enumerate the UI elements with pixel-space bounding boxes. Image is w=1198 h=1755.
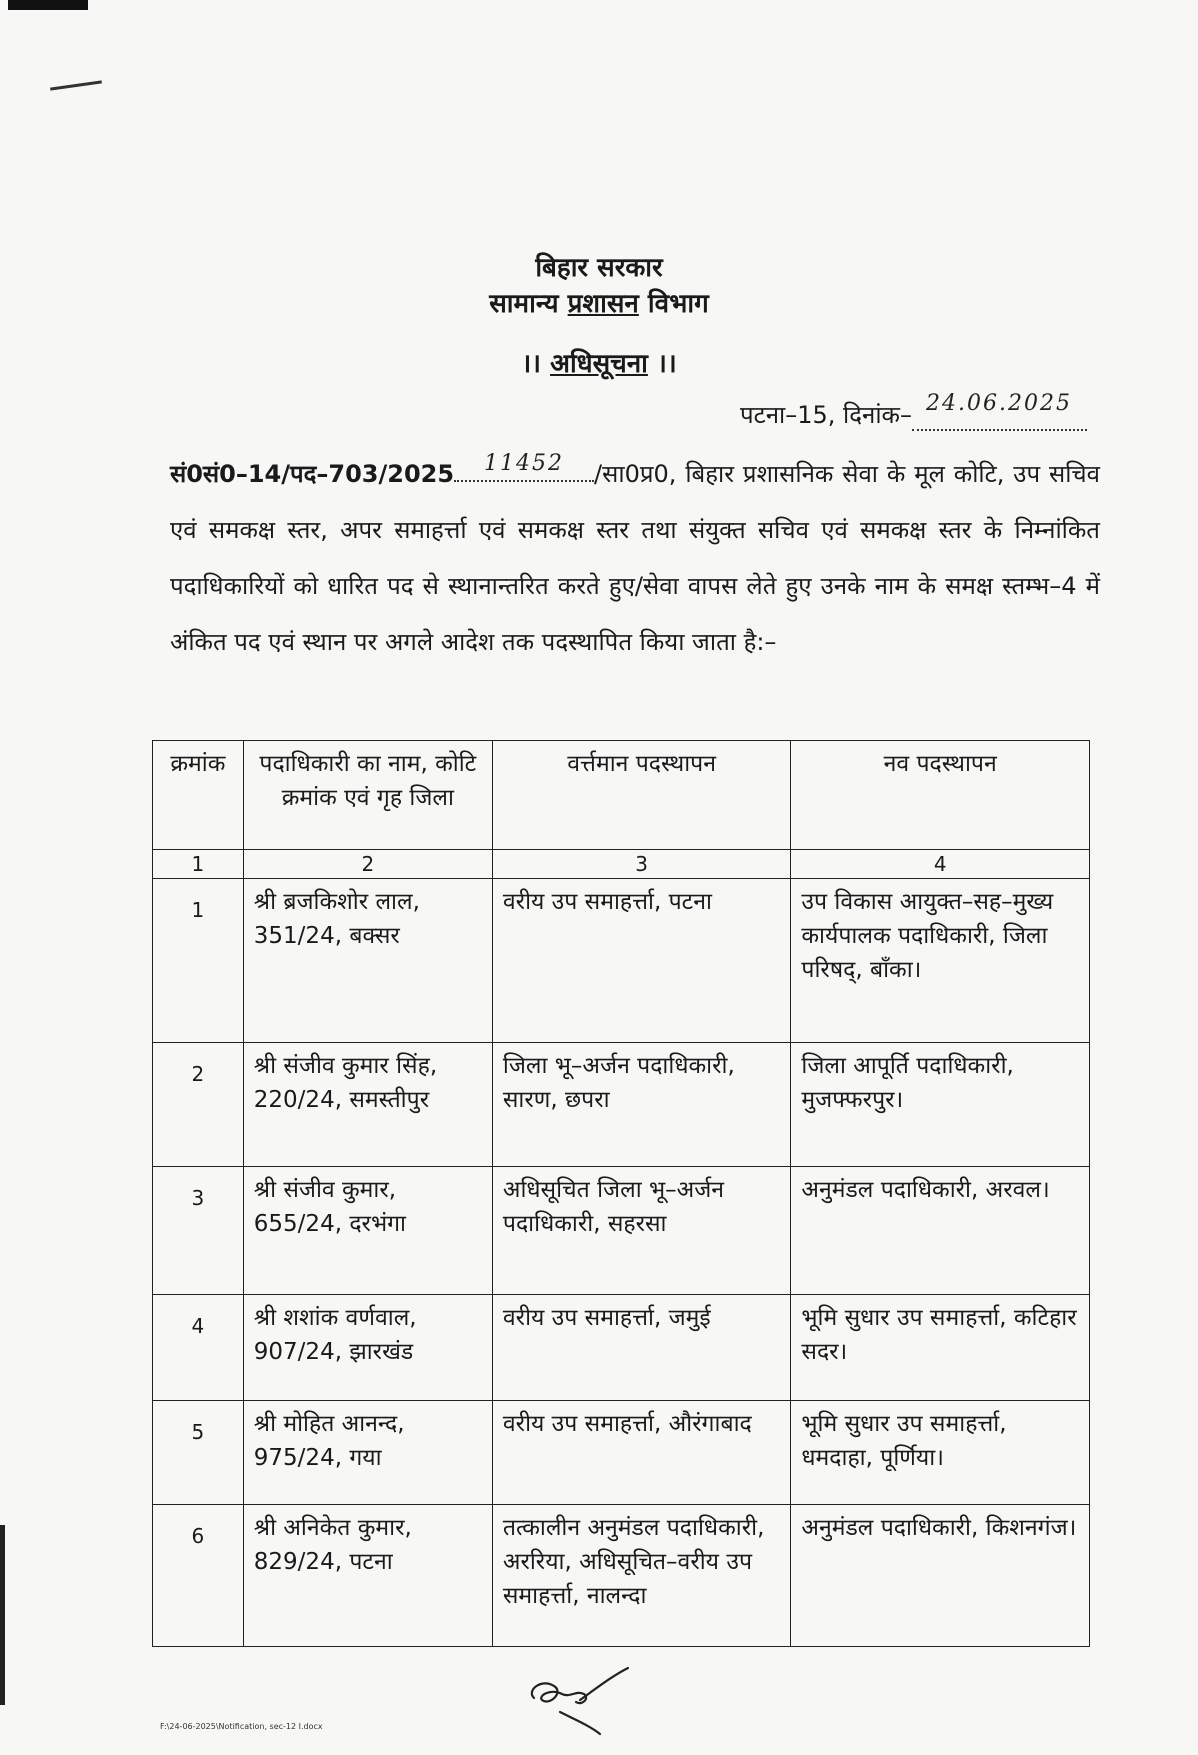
new-posting-cell: जिला आपूर्ति पदाधिकारी, मुजफ्फरपुर। xyxy=(791,1043,1090,1167)
header-new-posting: नव पदस्थापन xyxy=(791,741,1090,850)
new-posting-cell: उप विकास आयुक्त–सह–मुख्य कार्यपालक पदाधिकारी, जिला परिषद्, बाँका। xyxy=(791,879,1090,1043)
current-posting-cell: वरीय उप समाहर्त्ता, पटना xyxy=(492,879,791,1043)
column-number: 3 xyxy=(492,850,791,879)
handwritten-reference-number: 11452 xyxy=(484,451,565,476)
officer-name: श्री अनिकेत कुमार, xyxy=(253,1515,412,1541)
officer-code-district: 655/24, दरभंगा xyxy=(253,1211,407,1237)
officer-name: श्री संजीव कुमार, xyxy=(253,1177,397,1203)
table-row xyxy=(153,1505,1090,1647)
reference-dotted-field xyxy=(454,451,594,482)
new-posting-cell: भूमि सुधार उप समाहर्त्ता, धमदाहा, पूर्णिया। xyxy=(791,1401,1090,1505)
officer-code-district: 351/24, बक्सर xyxy=(253,923,400,949)
footer-file-path: F:\24-06-2025\Notification, sec-12 I.docx xyxy=(160,1722,323,1731)
handwritten-date: 24.06.2025 xyxy=(926,391,1072,416)
current-posting-cell: वरीय उप समाहर्त्ता, औरंगाबाद xyxy=(492,1401,791,1505)
officer-code-district: 220/24, समस्तीपुर xyxy=(253,1087,430,1113)
column-number: 4 xyxy=(791,850,1090,879)
officer-name: श्री शशांक वर्णवाल, xyxy=(253,1305,417,1331)
officer-code-district: 907/24, झारखंड xyxy=(253,1339,414,1365)
notice-close: ।। xyxy=(647,349,677,379)
header-serial: क्रमांक xyxy=(153,741,244,850)
posting-table xyxy=(152,740,1090,1647)
new-posting-cell: अनुमंडल पदाधिकारी, किशनगंज। xyxy=(791,1505,1090,1647)
header-current-posting: वर्त्तमान पदस्थापन xyxy=(492,741,791,850)
officer-cell xyxy=(243,1043,492,1167)
table-header-row xyxy=(153,741,1090,850)
officer-cell xyxy=(243,879,492,1043)
current-posting-cell: तत्कालीन अनुमंडल पदाधिकारी, अररिया, अधिसूचित–वरीय उप समाहर्त्ता, नालन्दा xyxy=(492,1505,791,1647)
officer-cell xyxy=(243,1167,492,1295)
table-row xyxy=(153,1295,1090,1401)
serial-cell: 2 xyxy=(153,1043,244,1167)
notice-open: ।। xyxy=(521,349,551,379)
column-number: 2 xyxy=(243,850,492,879)
current-posting-cell: वरीय उप समाहर्त्ता, जमुई xyxy=(492,1295,791,1401)
notice-title-text: अधिसूचना xyxy=(550,349,648,379)
current-posting-cell: जिला भू–अर्जन पदाधिकारी, सारण, छपरा xyxy=(492,1043,791,1167)
header-officer: पदाधिकारी का नाम, कोटि क्रमांक एवं गृह जिला xyxy=(243,741,492,850)
department-prefix: सामान्य xyxy=(489,289,568,319)
department-suffix: विभाग xyxy=(638,289,709,319)
serial-cell: 6 xyxy=(153,1505,244,1647)
place-date-line xyxy=(740,391,1087,431)
department-underlined: प्रशासन xyxy=(567,289,639,319)
corner-ink-mark xyxy=(8,0,88,10)
new-posting-cell: भूमि सुधार उप समाहर्त्ता, कटिहार सदर। xyxy=(791,1295,1090,1401)
officer-name: श्री ब्रजकिशोर लाल, xyxy=(253,889,420,915)
date-dotted-field xyxy=(912,391,1087,431)
officer-cell xyxy=(243,1401,492,1505)
new-posting-cell: अनुमंडल पदाधिकारी, अरवल। xyxy=(791,1167,1090,1295)
scan-edge-mark xyxy=(0,1525,5,1705)
table-row xyxy=(153,1043,1090,1167)
officer-name: श्री संजीव कुमार सिंह, xyxy=(253,1053,438,1079)
serial-cell: 1 xyxy=(153,879,244,1043)
officer-name: श्री मोहित आनन्द, xyxy=(253,1411,405,1437)
officer-code-district: 829/24, पटना xyxy=(253,1549,393,1575)
serial-cell: 3 xyxy=(153,1167,244,1295)
pen-stroke-mark xyxy=(50,80,102,90)
officer-cell xyxy=(243,1295,492,1401)
table-row xyxy=(153,1401,1090,1505)
officer-code-district: 975/24, गया xyxy=(253,1445,382,1471)
table-row xyxy=(153,879,1090,1043)
body-text: बिहार प्रशासनिक सेवा के मूल कोटि, उप सचिव एवं समकक्ष स्तर, अपर समाहर्त्ता एवं समकक्ष स्तर तथा संयुक्त सचिव एवं समकक्ष स्तर के निम्नांकित पदाधिकारियों को धारित पद से स्थानान्तरित करते हुए/सेवा वापस लेते हुए उनके नाम के समक्ष स्तम्भ–4 में अंकित पद एवं स्थान पर अगले आदेश तक पदस्थापित किया जाता है:– xyxy=(170,460,1101,656)
serial-cell: 5 xyxy=(153,1401,244,1505)
department-title xyxy=(0,284,1198,320)
reference-prefix: सं0सं0–14/पद–703/2025 xyxy=(170,460,455,488)
place-date-label: पटना–15, दिनांक– xyxy=(740,401,912,429)
current-posting-cell: अधिसूचित जिला भू–अर्जन पदाधिकारी, सहरसा xyxy=(492,1167,791,1295)
column-number-row xyxy=(153,850,1090,879)
column-number: 1 xyxy=(153,850,244,879)
table-row xyxy=(153,1167,1090,1295)
government-title: बिहार सरकार xyxy=(535,253,663,283)
notice-title xyxy=(0,344,1198,380)
handwritten-signature xyxy=(520,1660,640,1740)
serial-cell: 4 xyxy=(153,1295,244,1401)
reference-suffix: /सा0प्र0, xyxy=(594,460,677,488)
officer-cell xyxy=(243,1505,492,1647)
notification-body xyxy=(170,446,1100,670)
